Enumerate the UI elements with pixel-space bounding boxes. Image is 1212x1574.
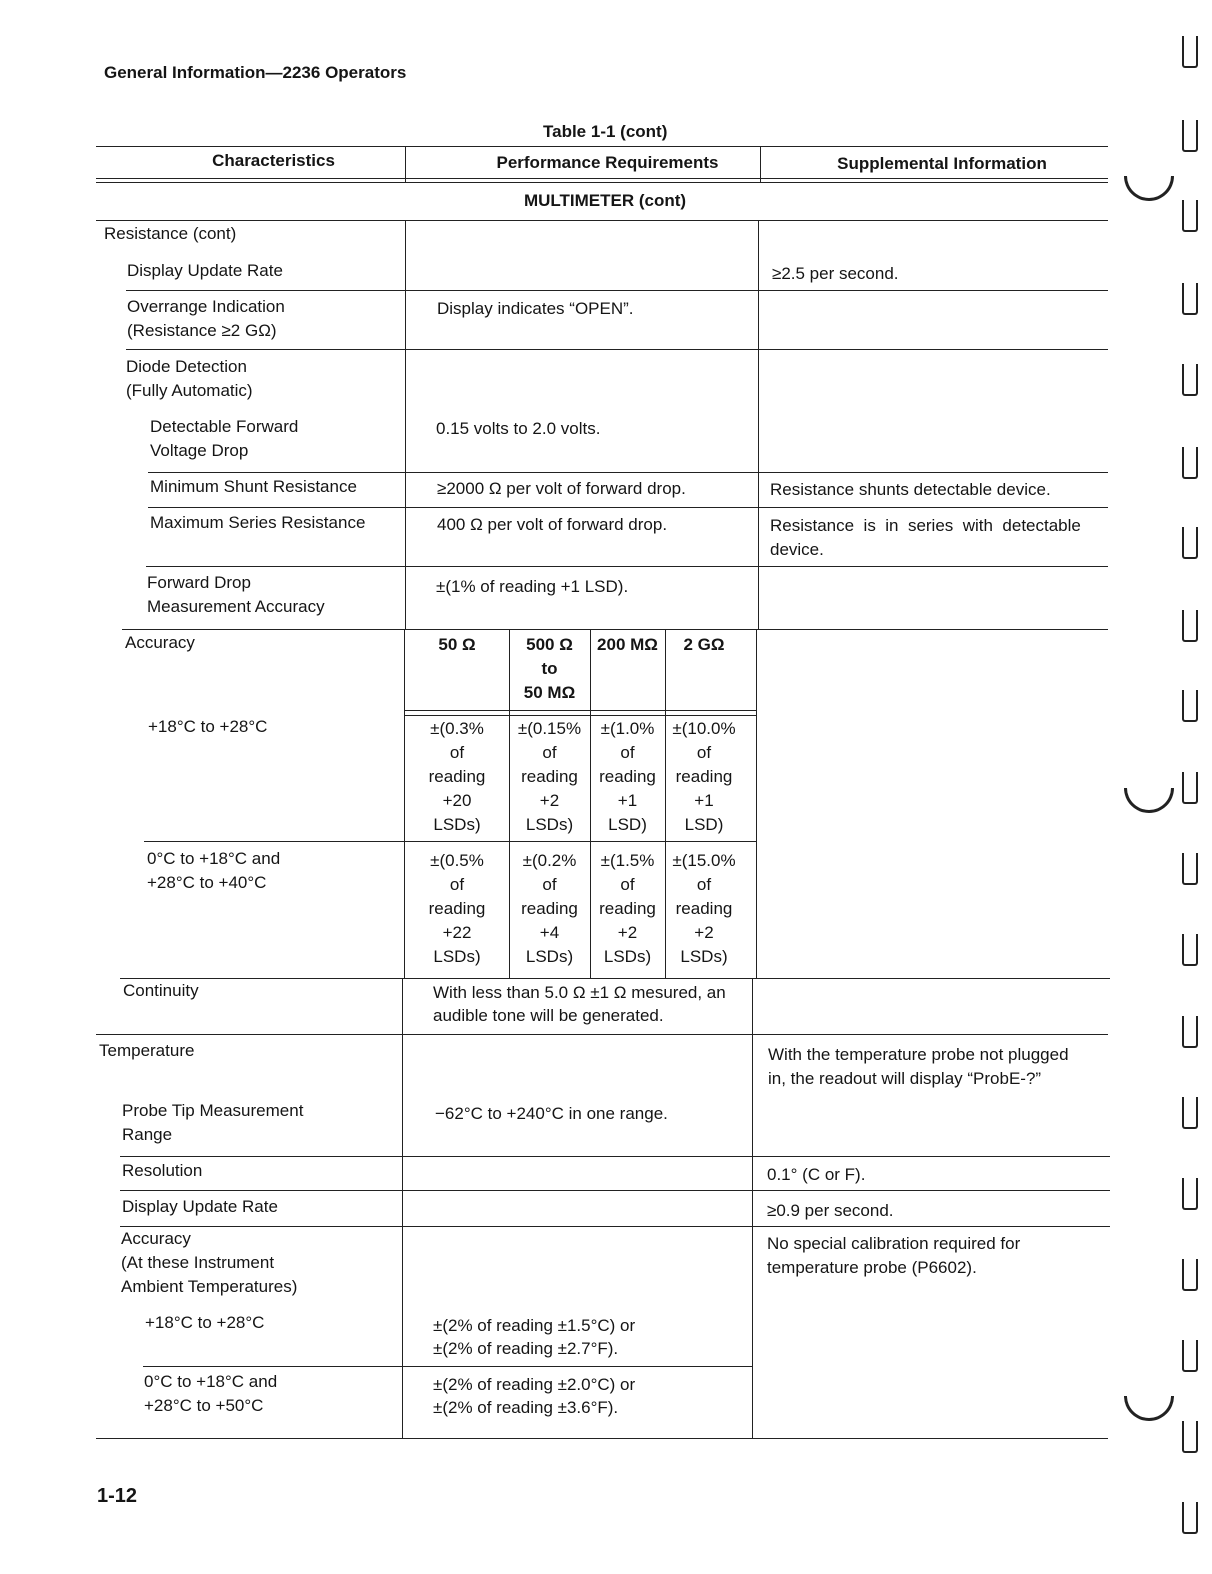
cell-line: reading <box>599 767 656 786</box>
col-divider <box>752 978 753 1438</box>
row-label: Measurement Accuracy <box>147 597 325 616</box>
cell-line: +22 <box>442 923 472 942</box>
col-header-characteristics: Characteristics <box>212 151 335 170</box>
accuracy-cell <box>590 717 665 837</box>
section-title: MULTIMETER (cont) <box>523 191 687 210</box>
supp-text: Resistance shunts detectable device. <box>770 480 1051 499</box>
row-label: Temperature <box>99 1041 195 1060</box>
row-label: +28°C to +50°C <box>144 1396 264 1415</box>
row-label: 0°C to +18°C and <box>147 849 281 868</box>
col-divider <box>758 220 759 630</box>
binder-ring-icon <box>1182 36 1198 68</box>
cell-line: of <box>542 875 557 894</box>
row-label: Resolution <box>122 1161 203 1180</box>
row-label: Maximum Series Resistance <box>150 513 366 532</box>
binder-hook-icon <box>1124 176 1174 201</box>
cell-line: +20 <box>442 791 472 810</box>
row-label: Display Update Rate <box>127 261 283 280</box>
cell-line: reading <box>599 899 656 918</box>
cell-line: LSDs) <box>525 815 574 834</box>
row-label: (Fully Automatic) <box>126 381 253 400</box>
binder-hook-icon <box>1124 1396 1174 1421</box>
supp-text: device. <box>770 540 824 559</box>
accuracy-cell <box>509 849 590 969</box>
header-rule <box>96 178 1108 179</box>
cell-line: LSD) <box>684 815 724 834</box>
cell-line: of <box>620 743 635 762</box>
cell-line: reading <box>675 899 733 918</box>
row-label: Minimum Shunt Resistance <box>150 477 357 496</box>
cell-line: ±(0.2% <box>522 851 577 870</box>
perf-text: ±(2% of reading ±3.6°F). <box>433 1398 619 1417</box>
binder-ring-icon <box>1182 1502 1198 1534</box>
binder-ring-icon <box>1182 690 1198 722</box>
perf-text: With less than 5.0 Ω ±1 Ω mesured, an <box>433 983 726 1002</box>
cell-line: LSDs) <box>433 947 481 966</box>
section-rule <box>96 220 1108 221</box>
supp-text: ≥2.5 per second. <box>772 264 899 283</box>
running-head: General Information—2236 Operators <box>104 63 407 82</box>
cell-line: ±(0.5% <box>430 851 484 870</box>
row-label: +18°C to +28°C <box>148 717 268 736</box>
row-label: Detectable Forward <box>150 417 299 436</box>
perf-text: 0.15 volts to 2.0 volts. <box>436 419 601 438</box>
cell-line: LSD) <box>608 815 647 834</box>
col-header-performance: Performance Requirements <box>496 153 719 172</box>
binder-ring-icon <box>1182 1016 1198 1048</box>
row-label: (Resistance ≥2 GΩ) <box>127 321 277 340</box>
binder-ring-icon <box>1182 120 1198 152</box>
range-header-rule <box>404 710 756 711</box>
cell-line: ±(10.0% <box>672 719 736 738</box>
cell-line: ±(1.5% <box>600 851 655 870</box>
binder-ring-icon <box>1182 1259 1198 1291</box>
cell-line: LSDs) <box>525 947 574 966</box>
row-rule <box>148 472 1108 473</box>
row-rule <box>122 629 1108 630</box>
cell-line: ±(0.3% <box>430 719 484 738</box>
range-header-rule-double <box>404 715 756 716</box>
row-rule <box>96 1034 1108 1035</box>
cell-line: of <box>542 743 557 762</box>
supp-text: Resistance is in series with detectable <box>770 516 1081 535</box>
perf-text: audible tone will be generated. <box>433 1006 664 1025</box>
row-label: Overrange Indication <box>127 297 285 316</box>
row-label: (At these Instrument <box>121 1253 275 1272</box>
binder-ring-icon <box>1182 934 1198 966</box>
accuracy-cell <box>665 849 743 969</box>
cell-line: +1 <box>694 791 714 810</box>
cell-line: reading <box>428 767 486 786</box>
col-header-supplemental: Supplemental Information <box>837 154 1047 173</box>
row-rule <box>126 349 1108 350</box>
range-header: to <box>541 659 558 678</box>
cell-line: reading <box>521 767 578 786</box>
col-divider <box>756 630 757 978</box>
range-header: 200 MΩ <box>597 635 658 654</box>
accuracy-cell <box>404 717 510 837</box>
cell-line: of <box>696 743 712 762</box>
binder-ring-icon <box>1182 1178 1198 1210</box>
range-header: 50 Ω <box>438 635 476 654</box>
row-label: Range <box>122 1125 173 1144</box>
supp-text: No special calibration required for <box>767 1234 1021 1253</box>
binder-ring-icon <box>1182 447 1198 479</box>
row-rule <box>143 1366 752 1367</box>
supp-text: temperature probe (P6602). <box>767 1258 977 1277</box>
perf-text: ±(2% of reading ±2.7°F). <box>433 1339 619 1358</box>
perf-text: −62°C to +240°C in one range. <box>435 1104 668 1123</box>
row-label: Display Update Rate <box>122 1197 278 1216</box>
accuracy-cell <box>404 849 510 969</box>
row-label: Voltage Drop <box>150 441 249 460</box>
perf-text: ±(2% of reading ±2.0°C) or <box>433 1375 636 1394</box>
binder-ring-icon <box>1182 1340 1198 1372</box>
header-rule-double <box>96 182 1108 183</box>
supp-text: ≥0.9 per second. <box>767 1201 894 1220</box>
cell-line: of <box>620 875 635 894</box>
cell-line: ±(1.0% <box>600 719 655 738</box>
perf-text: ±(1% of reading +1 LSD). <box>436 577 629 596</box>
binder-ring-icon <box>1182 527 1198 559</box>
row-label: Continuity <box>123 981 199 1000</box>
range-header: 500 Ω <box>526 635 573 654</box>
binder-ring-icon <box>1182 1097 1198 1129</box>
row-label: Resistance (cont) <box>104 224 237 243</box>
row-rule <box>120 1226 1110 1227</box>
table-top-rule <box>96 146 1108 147</box>
row-rule <box>144 841 756 842</box>
binder-ring-icon <box>1182 772 1198 804</box>
binder-ring-icon <box>1182 610 1198 642</box>
cell-line: of <box>449 875 465 894</box>
row-label: Probe Tip Measurement <box>122 1101 304 1120</box>
accuracy-cell <box>590 849 665 969</box>
row-label: Accuracy <box>121 1229 191 1248</box>
table-caption: Table 1-1 (cont) <box>543 122 668 141</box>
cell-line: +2 <box>539 791 560 810</box>
cell-line: LSDs) <box>680 947 728 966</box>
binder-ring-icon <box>1182 200 1198 232</box>
row-rule <box>120 978 1110 979</box>
cell-line: of <box>696 875 712 894</box>
perf-text: 400 Ω per volt of forward drop. <box>437 515 668 534</box>
row-rule <box>126 290 1108 291</box>
cell-line: +4 <box>539 923 560 942</box>
binder-ring-icon <box>1182 283 1198 315</box>
perf-text: ≥2000 Ω per volt of forward drop. <box>437 479 686 498</box>
row-rule <box>120 1156 1110 1157</box>
binder-ring-icon <box>1182 1421 1198 1453</box>
row-label: Ambient Temperatures) <box>121 1277 298 1296</box>
range-header: 50 MΩ <box>523 683 576 702</box>
row-label: 0°C to +18°C and <box>144 1372 278 1391</box>
cell-line: ±(15.0% <box>672 851 736 870</box>
row-rule <box>120 1190 1110 1191</box>
cell-line: reading <box>428 899 486 918</box>
row-label: Forward Drop <box>147 573 251 592</box>
cell-line: +1 <box>617 791 638 810</box>
cell-line: +2 <box>617 923 638 942</box>
supp-text: With the temperature probe not plugged <box>768 1045 1069 1064</box>
row-label: +18°C to +28°C <box>145 1313 265 1332</box>
row-rule <box>146 566 1108 567</box>
cell-line: LSDs) <box>603 947 652 966</box>
binder-ring-icon <box>1182 364 1198 396</box>
perf-text: ±(2% of reading ±1.5°C) or <box>433 1316 636 1335</box>
binder-ring-icon <box>1182 853 1198 885</box>
binder-hook-icon <box>1124 788 1174 813</box>
page-number: 1-12 <box>97 1485 138 1507</box>
range-header: 2 GΩ <box>683 635 725 654</box>
row-label: Diode Detection <box>126 357 247 376</box>
col-divider <box>402 978 403 1438</box>
cell-line: LSDs) <box>433 815 481 834</box>
row-label: Accuracy <box>125 633 195 652</box>
cell-line: ±(0.15% <box>517 719 582 738</box>
perf-text: Display indicates “OPEN”. <box>437 299 634 318</box>
cell-line: reading <box>521 899 578 918</box>
accuracy-cell <box>665 717 743 837</box>
supp-text: 0.1° (C or F). <box>767 1165 866 1184</box>
supp-text: in, the readout will display “ProbE-?” <box>768 1069 1042 1088</box>
cell-line: +2 <box>694 923 714 942</box>
col-divider <box>405 220 406 630</box>
accuracy-cell <box>509 717 590 837</box>
table-bottom-rule <box>96 1438 1108 1439</box>
row-label: +28°C to +40°C <box>147 873 267 892</box>
row-rule <box>148 507 1108 508</box>
cell-line: reading <box>675 767 733 786</box>
cell-line: of <box>449 743 465 762</box>
